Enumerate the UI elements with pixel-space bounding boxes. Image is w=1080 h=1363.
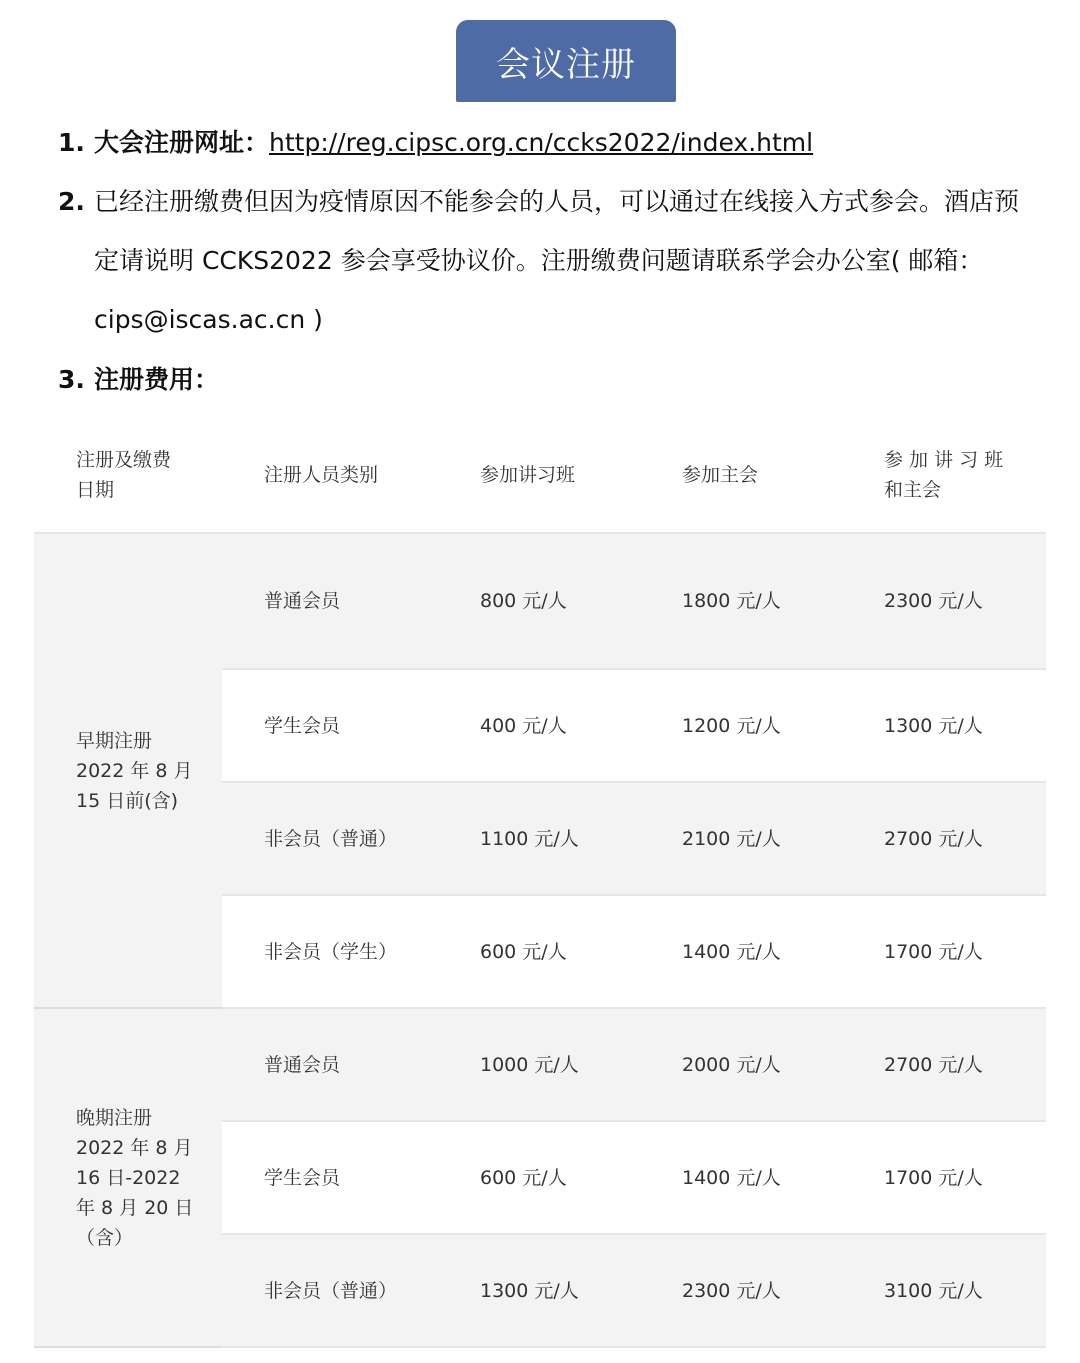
section-title-banner — [456, 20, 676, 102]
notice-text: 已经注册缴费但因为疫情原因不能参会的人员，可以通过在线接入方式参会。酒店预定请说明 CCKS2022 参会享受协议价。注册缴费问题请联系学会办公室( 邮箱：cips@iscas.ac.cn ) — [94, 187, 1020, 334]
both-fee-cell: 3100 元/人 — [842, 1234, 1046, 1347]
header-workshop: 参加讲习班 — [438, 418, 640, 533]
category-cell: 非会员（普通） — [222, 782, 438, 895]
both-fee-cell: 1300 元/人 — [842, 669, 1046, 782]
category-cell: 普通会员 — [222, 533, 438, 669]
early-date-cell: 早期注册 2022 年 8 月 15 日前(含) — [34, 533, 222, 1008]
category-cell: 非会员（学生） — [222, 895, 438, 1008]
workshop-fee-cell: 600 元/人 — [438, 1121, 640, 1234]
workshop-fee-cell: 1000 元/人 — [438, 1008, 640, 1121]
both-fee-cell: 2700 元/人 — [842, 782, 1046, 895]
category-cell: 普通会员 — [222, 1008, 438, 1121]
main-fee-cell: 2300 元/人 — [640, 1234, 842, 1347]
section-title: 会议注册 — [496, 44, 636, 85]
fee-heading-label: 注册费用： — [94, 365, 220, 394]
both-fee-cell: 1700 元/人 — [842, 1121, 1046, 1234]
item-number: 3. — [58, 365, 85, 394]
table-row — [34, 1008, 1046, 1121]
main-fee-cell: 2100 元/人 — [640, 782, 842, 895]
notice-item — [58, 172, 1020, 334]
fee-heading-item — [58, 350, 219, 409]
main-fee-cell: 2000 元/人 — [640, 1008, 842, 1121]
late-date-cell: 晚期注册 2022 年 8 月 16 日-2022 年 8 月 20 日 （含） — [34, 1008, 222, 1347]
main-fee-cell: 1200 元/人 — [640, 669, 842, 782]
workshop-fee-cell: 800 元/人 — [438, 533, 640, 669]
header-both: 参 加 讲 习 班 和主会 — [842, 418, 1046, 533]
item-number: 1. — [58, 128, 85, 157]
both-fee-cell: 1700 元/人 — [842, 895, 1046, 1008]
table-row — [34, 533, 1046, 669]
category-cell: 学生会员 — [222, 1121, 438, 1234]
registration-url-item — [58, 113, 813, 172]
category-cell: 非会员（普通） — [222, 1234, 438, 1347]
main-fee-cell: 1400 元/人 — [640, 895, 842, 1008]
workshop-fee-cell: 400 元/人 — [438, 669, 640, 782]
item-label: 大会注册网址： — [94, 128, 270, 157]
workshop-fee-cell: 1100 元/人 — [438, 782, 640, 895]
workshop-fee-cell: 600 元/人 — [438, 895, 640, 1008]
registration-link[interactable]: http://reg.cipsc.org.cn/ccks2022/index.html — [269, 128, 814, 157]
both-fee-cell: 2700 元/人 — [842, 1008, 1046, 1121]
header-main: 参加主会 — [640, 418, 842, 533]
both-fee-cell: 2300 元/人 — [842, 533, 1046, 669]
workshop-fee-cell: 1300 元/人 — [438, 1234, 640, 1347]
header-category: 注册人员类别 — [222, 418, 438, 533]
table-header-row — [34, 418, 1046, 533]
registration-fee-table — [34, 418, 1046, 1348]
header-date: 注册及缴费 日期 — [34, 418, 222, 533]
category-cell: 学生会员 — [222, 669, 438, 782]
item-number: 2. — [58, 187, 85, 216]
main-fee-cell: 1400 元/人 — [640, 1121, 842, 1234]
main-fee-cell: 1800 元/人 — [640, 533, 842, 669]
